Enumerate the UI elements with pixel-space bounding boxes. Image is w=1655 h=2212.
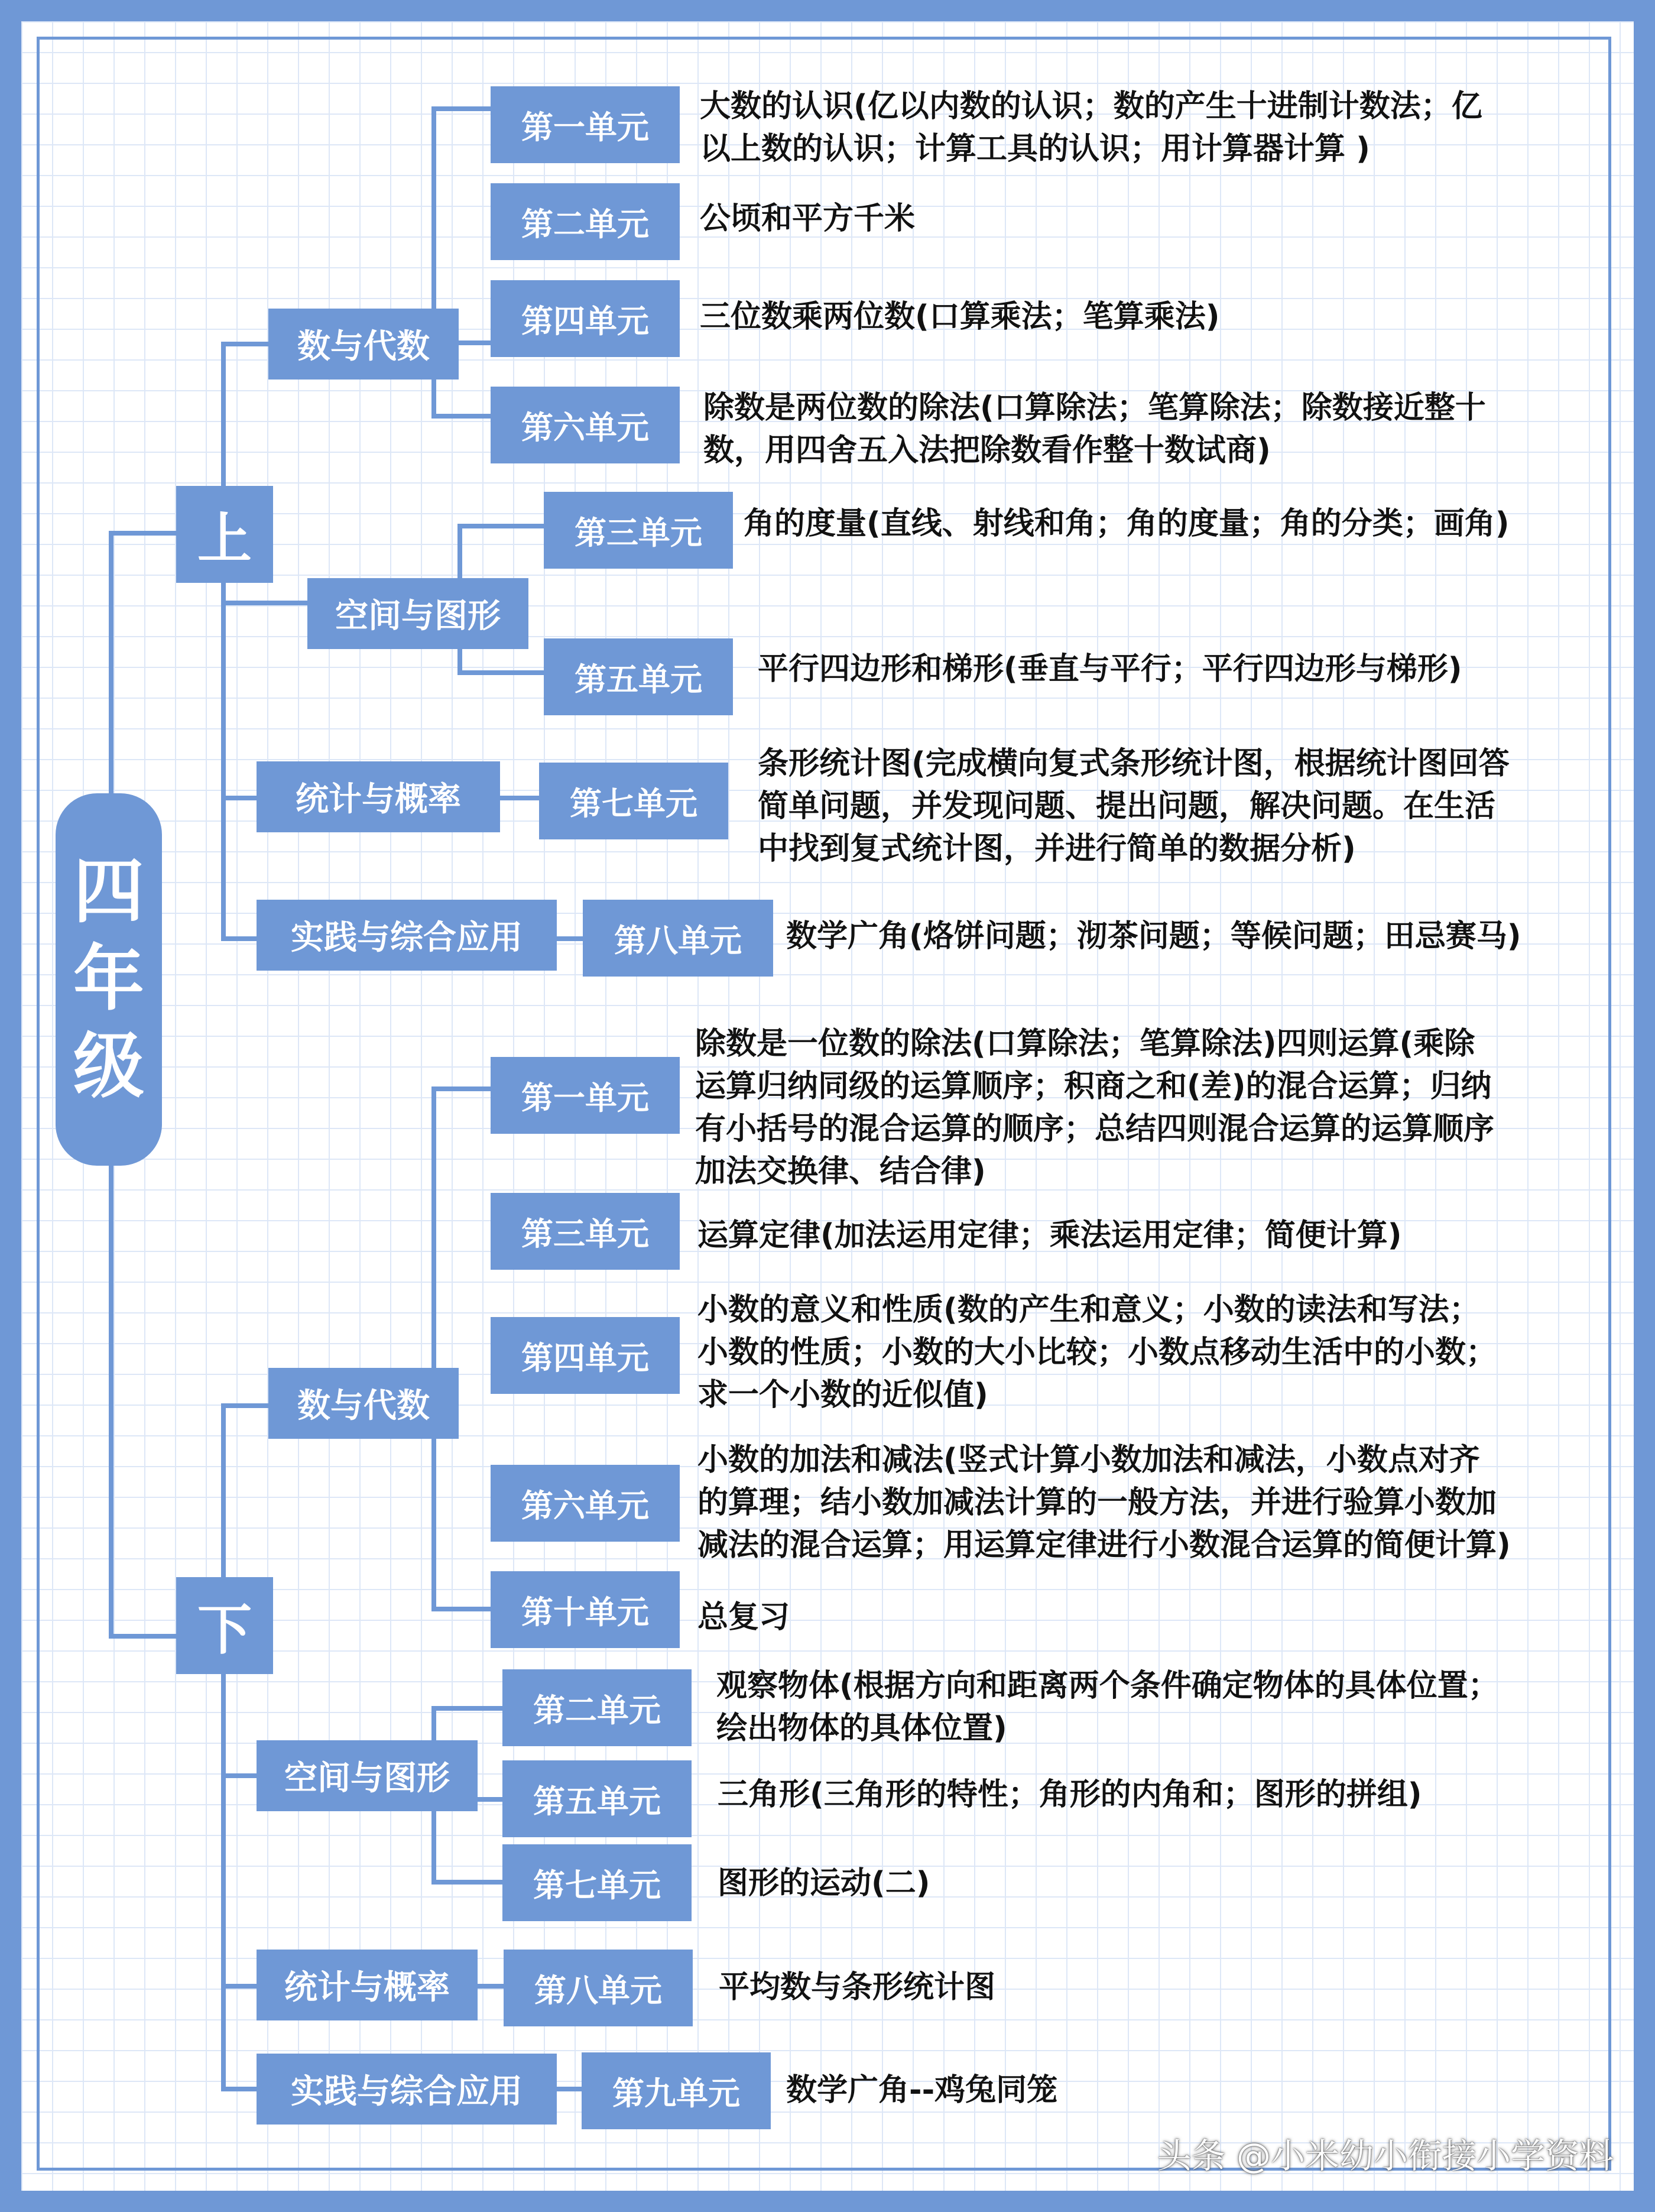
unit-label: 第八单元 xyxy=(504,1950,693,2026)
connector xyxy=(221,936,257,941)
connector xyxy=(109,1166,113,1639)
grade-char: 四 xyxy=(73,851,144,933)
connector xyxy=(109,531,177,536)
connector xyxy=(221,1773,257,1778)
semester-upper: 上 xyxy=(176,486,273,583)
unit-label: 第七单元 xyxy=(539,763,728,839)
unit-description: 公顷和平方千米 xyxy=(700,201,916,236)
connector xyxy=(431,1706,502,1711)
unit-description: 小数的意义和性质(数的产生和意义；小数的读法和写法； 小数的性质；小数的大小比较；小数点移动生活中的小数； 求一个小数的近似值) xyxy=(697,1292,1497,1413)
category-num-algebra: 数与代数 xyxy=(268,1368,459,1439)
unit-label: 第六单元 xyxy=(491,387,680,463)
unit-label: 第一单元 xyxy=(491,86,680,163)
connector xyxy=(109,531,113,793)
connector xyxy=(457,524,544,528)
unit-label: 第二单元 xyxy=(491,183,680,260)
connector xyxy=(478,1797,502,1802)
category-practice: 实践与综合应用 xyxy=(257,2054,557,2125)
unit-description: 三位数乘两位数(口算乘法；笔算乘法) xyxy=(700,299,1220,335)
connector xyxy=(221,1403,268,1408)
unit-label: 第五单元 xyxy=(502,1760,692,1837)
connector xyxy=(221,342,268,346)
connector xyxy=(459,340,491,345)
unit-label: 第二单元 xyxy=(502,1669,692,1746)
connector xyxy=(431,1607,491,1611)
connector xyxy=(457,670,544,675)
unit-description: 角的度量(直线、射线和角；角的度量；角的分类；画角) xyxy=(744,506,1510,541)
unit-label: 第三单元 xyxy=(491,1193,680,1270)
unit-label: 第六单元 xyxy=(491,1465,680,1542)
unit-description: 平均数与条形统计图 xyxy=(719,1970,996,2005)
connector xyxy=(221,601,307,605)
unit-description: 三角形(三角形的特性；角形的内角和；图形的拼组) xyxy=(718,1777,1422,1812)
unit-description: 大数的认识(亿以内数的认识；数的产生十进制计数法；亿 以上数的认识；计算工具的认识；用计算器计算 ) xyxy=(700,89,1482,167)
unit-description: 平行四边形和梯形(垂直与平行；平行四边形与梯形) xyxy=(758,651,1462,687)
unit-label: 第三单元 xyxy=(544,492,733,569)
unit-label: 第四单元 xyxy=(491,1317,680,1394)
unit-label: 第十单元 xyxy=(491,1571,680,1648)
connector xyxy=(557,936,583,941)
category-practice: 实践与综合应用 xyxy=(257,900,557,971)
unit-description: 小数的加法和减法(竖式计算小数加法和减法，小数点对齐 的算理；结小数加减法计算的一般方法，并进行验算小数加 减法的混合运算；用运算定律进行小数混合运算的简便计算) xyxy=(697,1442,1511,1563)
unit-description: 数学广角--鸡兔同笼 xyxy=(786,2072,1058,2108)
category-space-shape: 空间与图形 xyxy=(257,1740,478,1811)
connector xyxy=(221,2087,257,2091)
category-stats: 统计与概率 xyxy=(257,1950,478,2020)
unit-description: 图形的运动(二) xyxy=(718,1866,930,1901)
grade-char: 级 xyxy=(73,1026,144,1108)
unit-description: 运算定律(加法运用定律；乘法运用定律；简便计算) xyxy=(697,1218,1402,1253)
connector xyxy=(557,2087,582,2091)
unit-label: 第五单元 xyxy=(544,638,733,715)
unit-label: 第七单元 xyxy=(502,1844,692,1921)
category-num-algebra: 数与代数 xyxy=(268,309,459,380)
connector xyxy=(500,796,539,800)
connector xyxy=(221,796,257,800)
connector xyxy=(109,1634,177,1639)
category-stats: 统计与概率 xyxy=(257,761,500,832)
grade-node xyxy=(56,793,162,1166)
connector xyxy=(221,1984,257,1989)
unit-label: 第九单元 xyxy=(582,2052,771,2129)
unit-description: 总复习 xyxy=(697,1600,790,1635)
connector xyxy=(431,414,491,419)
unit-description: 条形统计图(完成横向复式条形统计图，根据统计图回答 简单问题，并发现问题、提出问题，解决问题。在生活 中找到复式统计图，并进行简单的数据分析) xyxy=(758,746,1510,867)
connector xyxy=(221,342,226,941)
connector xyxy=(431,1086,436,1611)
unit-description: 除数是一位数的除法(口算除法；笔算除法)四则运算(乘除 运算归纳同级的运算顺序；积商之和(差)的混合运算；归纳 有小括号的混合运算的顺序；总结四则混合运算的运算顺序 加法交换律、结合律) xyxy=(695,1026,1495,1189)
connector xyxy=(431,1086,491,1091)
category-space-shape: 空间与图形 xyxy=(307,578,528,649)
unit-description: 除数是两位数的除法(口算除法；笔算除法；除数接近整十 数，用四舍五入法把除数看作整十数试商) xyxy=(703,390,1486,468)
semester-lower: 下 xyxy=(176,1577,273,1674)
watermark: 头条 @小米幼小衔接小学资料 xyxy=(1157,2136,1614,2176)
unit-description: 数学广角(烙饼问题；沏茶问题；等候问题；田忌赛马) xyxy=(786,919,1521,954)
unit-description: 观察物体(根据方向和距离两个条件确定物体的具体位置； 绘出物体的具体位置) xyxy=(716,1668,1499,1746)
grade-char: 年 xyxy=(73,938,144,1020)
connector xyxy=(431,106,491,111)
unit-label: 第一单元 xyxy=(491,1057,680,1134)
connector xyxy=(478,1984,504,1989)
connector xyxy=(431,1880,502,1885)
unit-label: 第八单元 xyxy=(583,900,773,977)
unit-label: 第四单元 xyxy=(491,280,680,357)
